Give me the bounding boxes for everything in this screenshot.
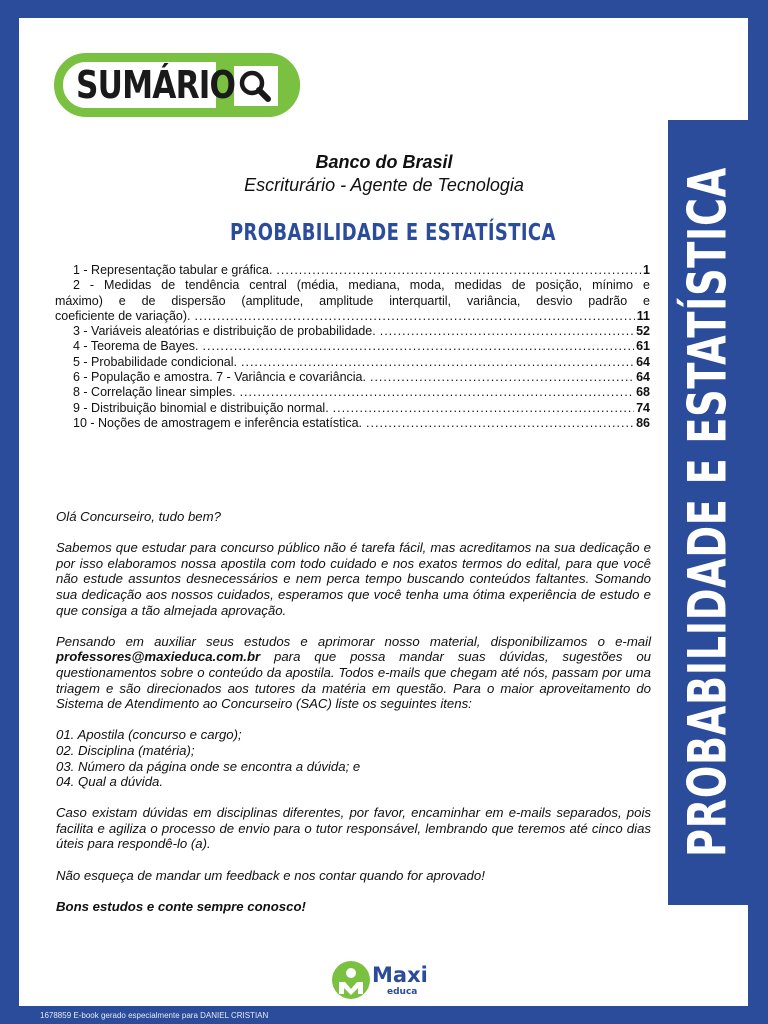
letter-paragraph: Não esqueça de mandar um feedback e nos contar quando for aprovado!	[56, 867, 485, 883]
organization-title: Banco do Brasil	[315, 152, 453, 172]
welcome-letter	[56, 509, 651, 930]
toc-item[interactable]: 3 - Variáveis aleatórias e distribuição de probabilidade. ..... 52	[55, 324, 650, 339]
toc-item[interactable]: 2 - Medidas de tendência central (média, mediana, moda, medidas de posição, mínimo e máximo) e de dispersão (amplitude, amplitude interquartil, variância, desvio padrão e coeficiente de variação). ..... 11	[55, 278, 650, 324]
list-item: 03. Número da página onde se encontra a dúvida; e	[56, 758, 361, 774]
toc-item[interactable]: 1 - Representação tabular e gráfica. ..... 1	[55, 263, 650, 278]
letter-paragraph: Caso existam dúvidas em disciplinas diferentes, por favor, encaminhar em e-mails separados, pois facilita e agiliza o processo de envio para o tutor responsável, lembrando que teremos até cinco dias úteis para respondê-lo (a).	[56, 805, 651, 852]
logo-subtitle: educa	[387, 987, 418, 997]
table-of-contents	[55, 263, 650, 431]
letter-paragraph: Sabemos que estudar para concurso público não é tarefa fácil, mas acreditamos na sua dedicação e por isso elaboramos nossa apostila com todo cuidado e nos exatos termos do edital, para que você não estude assuntos desnecessários e nem perca tempo buscando conteúdos faltantes. Somando sua dedicação aos nossos cuidados, esperamos que você tenha uma ótima experiência de estudo e que consiga a tão almejada aprovação.	[56, 540, 651, 618]
sumario-label: SUMÁRIO	[76, 63, 236, 107]
list-item: 01. Apostila (concurso e cargo);	[56, 727, 242, 743]
subject-title: PROBABILIDADE E ESTATÍSTICA	[230, 220, 556, 246]
toc-item[interactable]: 4 - Teorema de Bayes. ..... 61	[55, 339, 650, 354]
maxi-logo-icon	[331, 960, 371, 1005]
toc-item[interactable]: 10 - Noções de amostragem e inferência estatística. ..... 86	[55, 416, 650, 431]
toc-item[interactable]: 5 - Probabilidade condicional. ..... 64	[55, 355, 650, 370]
list-item: 04. Qual a dúvida.	[56, 774, 164, 790]
position-title: Escriturário - Agente de Tecnologia	[244, 175, 524, 195]
footer-watermark: 1678859 E-book gerado especialmente para DANIEL CRISTIAN	[40, 1011, 269, 1020]
toc-item[interactable]: 6 - População e amostra. 7 - Variância e covariância. ..... 64	[55, 370, 650, 385]
toc-item[interactable]: 8 - Correlação linear simples. ..... 68	[55, 385, 650, 400]
letter-greeting: Olá Concurseiro, tudo bem?	[56, 509, 221, 524]
side-banner-title: PROBABILIDADE E ESTATÍSTICA	[677, 167, 739, 857]
checklist	[56, 727, 651, 789]
logo-name: Maxi	[372, 963, 428, 987]
letter-paragraph: Pensando em auxiliar seus estudos e aprimorar nosso material, disponibilizamos o e-mail professores@maxieduca.com.br para que possa mandar suas dúvidas, sugestões ou questionamentos sobre o conteúdo da apostila. Todos e-mails que chegam até nós, passam por uma triagem e são direcionados aos tutores da matéria em questão. Para o maior aproveitamento do Sistema de Atendimento ao Concurseiro (SAC) liste os seguintes itens:	[56, 633, 651, 712]
list-item: 02. Disciplina (matéria);	[56, 742, 195, 758]
toc-item[interactable]: 9 - Distribuição binomial e distribuição normal. ..... 74	[55, 401, 650, 416]
support-email-link[interactable]: professores@maxieduca.com.br	[56, 649, 261, 665]
letter-closing: Bons estudos e conte sempre conosco!	[56, 898, 306, 914]
